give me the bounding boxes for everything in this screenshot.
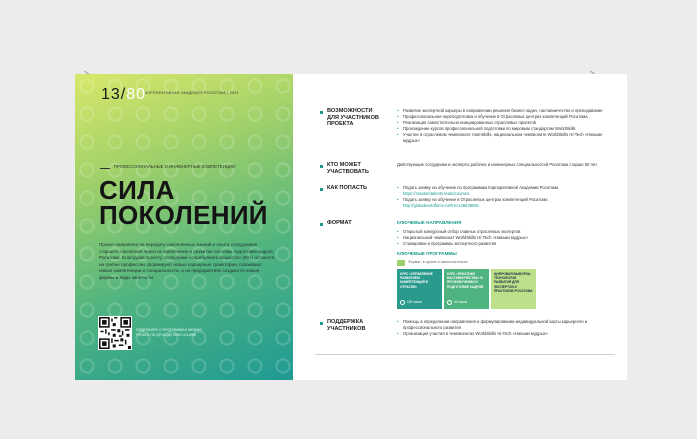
document-page — [75, 74, 627, 380]
left-panel — [75, 74, 293, 380]
courses-link[interactable]: https://rosatomtalents.team/courses — [403, 191, 470, 197]
page-number: 13/80 — [101, 86, 147, 103]
section-heading: ПОДДЕРЖКА УЧАСТНИКОВ — [327, 319, 366, 332]
running-head: КОРПОРАТИВНАЯ АКАДЕМИЯ РОСАТОМА | 2021 — [145, 91, 239, 95]
format-hint: Формат: в группе и самостоятельно — [397, 260, 615, 266]
lead-paragraph: Проект направлен на передачу накопленных знаний и опыта сотрудников старшего поколения через их вовлечение в развитие системы подготовки кадров Росатома. Благодаря проекту сотрудники «серебряного возраста» (50+) остаются на гребне профессии, формируют новые карьерные траектории, осваивают новые компетенции и специальности, а на предприятиях создаются новые формы и виды занятости. — [99, 242, 275, 280]
section-kicker: ПРОФЕССИОНАЛЬНЫЕ И ИНЖЕНЕРНЫЕ КОМПЕТЕНЦИИ — [114, 164, 236, 169]
section-text: Действующие сотрудники и эксперты рабочих и инженерных специальностей Росатома старше 50 лет — [397, 162, 598, 167]
list-item: Подать заявку на обучение по программам Корпоративной Академии Росатома — [403, 185, 559, 190]
clock-icon — [447, 300, 452, 305]
list-item: • Открытый конкурсный отбор главных отраслевых экспертов — [397, 229, 615, 235]
list-item: • Развитие экспертной карьеры в направлении решения бизнес-задач, наставничество и преподавание — [397, 108, 615, 114]
list-item: Подать заявку на обучение в Отраслевых центрах компетенций Росатома — [403, 197, 548, 203]
list-item: • Национальный чемпионат WorldSkills Hi-Tech «Навыки мудрых» — [397, 235, 615, 241]
program-cards — [397, 269, 615, 309]
page-title: СИЛА ПОКОЛЕНИЙ — [99, 175, 268, 230]
program-card[interactable]: КУРС «ПРАКТИКИ НАСТАВНИЧЕСТВА» В ПРОФОБУЧЕНИИ И ПОДГОТОВКЕ КАДРОВ 40 часов — [444, 269, 489, 309]
bullet-square-icon — [320, 322, 323, 325]
bullet-square-icon — [320, 165, 323, 168]
divider — [315, 354, 615, 355]
centers-link[interactable]: http://globalworldforce.ru/#rec136638891 — [403, 203, 480, 209]
list-item: • Стажировки и программы экспертного развития — [397, 241, 615, 247]
clock-icon — [400, 300, 405, 305]
list-item: • Помощь в определении направления и формулировании индивидуальной карты карьерного и профессионального развития — [397, 319, 615, 331]
list-item: • Профессиональная переподготовка и обучение в Отраслевых центрах компетенций Росатома — [397, 114, 615, 120]
page-total: 80 — [126, 86, 147, 103]
list-item: • Прохождение курсов профессиональной подготовки по мировым стандартам WorldSkills — [397, 126, 615, 132]
qr-caption: ПОДРОБНЕЕ О ПРОГРАММАХ МОЖНО УЗНАТЬ ПО QR-КОДУ ИЛИ ССЫЛКЕ — [136, 328, 203, 337]
program-card[interactable]: ЦИФРОВАЯ ВЫБОРКА: ТЕХНОЛОГИИ РАЗВИТИЯ ДЛЯ ЭКСПЕРТОВ И ПРАКТИКОВ РОСАТОМА — [491, 269, 536, 309]
bullet-square-icon — [320, 188, 323, 191]
list-item: • Организация участия в чемпионатах WorldSkills Hi-Tech «Навыки мудрых» — [397, 331, 615, 337]
program-card[interactable]: КУРС «УПРАВЛЕНИЕ РАЗВИТИЕМ КОМПЕТЕНЦИЙ В ОТРАСЛИ» 100 часов — [397, 269, 442, 309]
subheading-directions: КЛЮЧЕВЫЕ НАПРАВЛЕНИЯ — [397, 220, 462, 225]
section-heading: ВОЗМОЖНОСТИ ДЛЯ УЧАСТНИКОВ ПРОЕКТА — [327, 108, 379, 128]
section-heading: ФОРМАТ — [327, 220, 352, 226]
bullet-square-icon — [320, 223, 323, 226]
section-heading: КАК ПОПАСТЬ — [327, 185, 368, 191]
list-item: • Участие в отраслевом чемпионате AtomSkills, национальном чемпионате WorldSkills Hi-Tech «Навыки мудрых» — [397, 132, 615, 144]
qr-code[interactable] — [98, 316, 132, 350]
list-item: • Реализация самостоятельно инициированных отраслевых проектов — [397, 120, 615, 126]
group-icon — [397, 260, 405, 266]
section-heading: КТО МОЖЕТ УЧАСТВОВАТЬ — [327, 162, 369, 175]
subheading-programs: КЛЮЧЕВЫЕ ПРОГРАММЫ — [397, 250, 457, 256]
bullet-square-icon — [320, 111, 323, 114]
